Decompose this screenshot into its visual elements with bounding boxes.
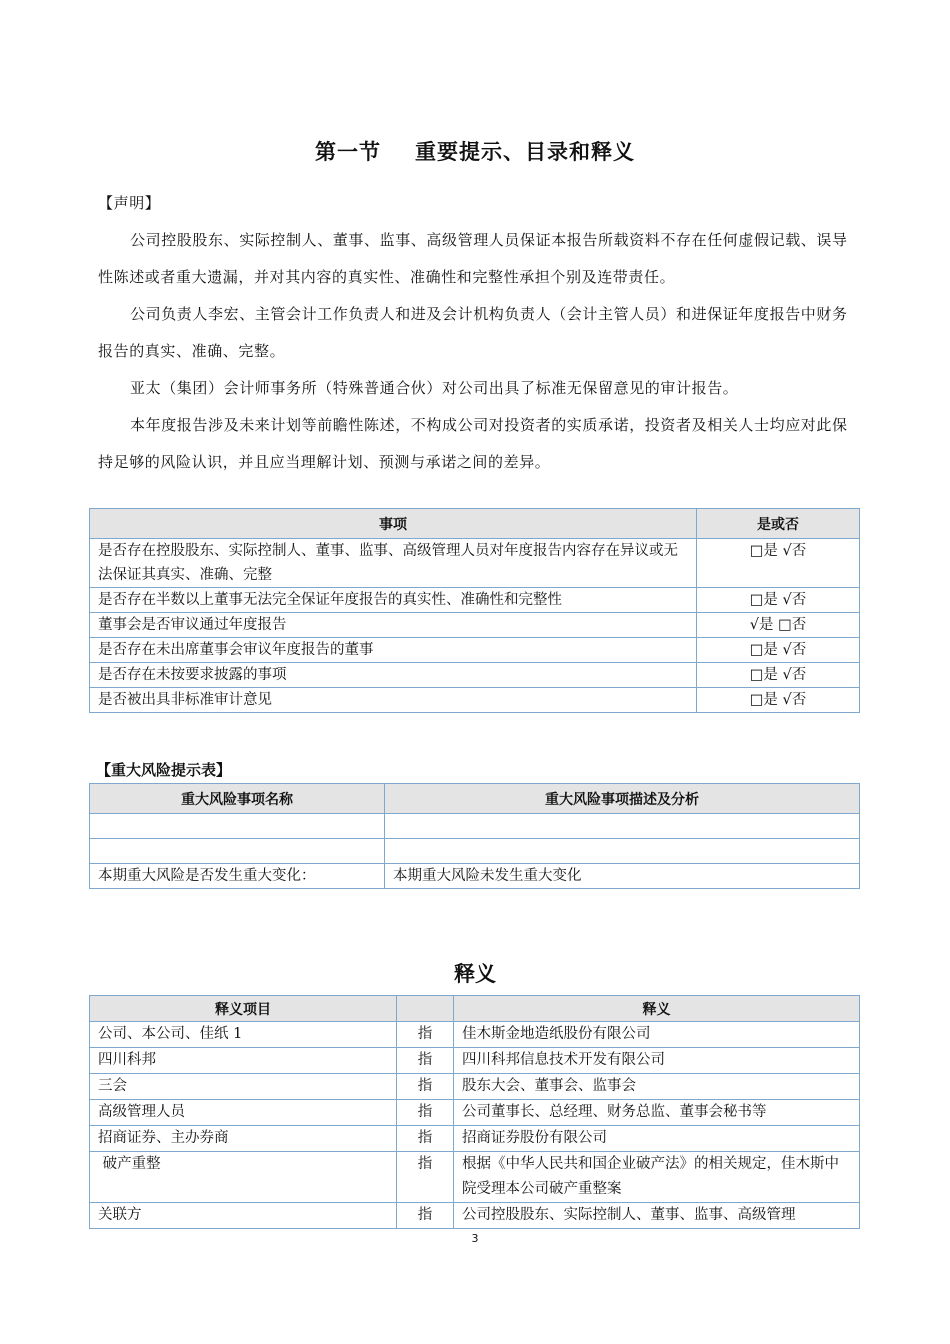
table-row xyxy=(90,613,860,638)
empty-cell xyxy=(90,814,385,839)
row-answer: □是 √否 xyxy=(697,663,860,688)
paragraph-3 xyxy=(98,370,854,407)
risk-table xyxy=(89,783,860,889)
row-answer: □是 √否 xyxy=(697,539,860,588)
table-row xyxy=(90,1126,860,1152)
table-row xyxy=(90,839,860,864)
definitions-title: 释义 xyxy=(454,962,496,986)
column-header-risk-description: 重大风险事项描述及分析 xyxy=(385,784,860,814)
section-number: 第一节 xyxy=(315,140,381,164)
table-row xyxy=(90,1074,860,1100)
term-cell: 三会 xyxy=(90,1074,397,1100)
table-row xyxy=(90,1022,860,1048)
row-item: 是否存在未出席董事会审议年度报告的董事 xyxy=(90,638,697,663)
term-cell: 高级管理人员 xyxy=(90,1100,397,1126)
term-cell: 破产重整 xyxy=(90,1152,397,1203)
meaning-cell: 四川科邦信息技术开发有限公司 xyxy=(454,1048,860,1074)
paragraph-text: 公司负责人李宏、主管会计工作负责人和进及会计机构负责人（会计主管人员）和进保证年度报告中财务报告的真实、准确、完整。 xyxy=(98,305,848,360)
meaning-cell: 公司控股股东、实际控制人、董事、监事、高级管理 xyxy=(454,1203,860,1229)
column-header-term: 释义项目 xyxy=(90,996,397,1022)
table-row xyxy=(90,688,860,713)
paragraph-text: 亚太（集团）会计师事务所（特殊普通合伙）对公司出具了标准无保留意见的审计报告。 xyxy=(130,379,739,397)
confirmation-table xyxy=(89,508,860,713)
risk-table-title: 【重大风险提示表】 xyxy=(96,761,232,779)
term-cell: 四川科邦 xyxy=(90,1048,397,1074)
risk-change-value: 本期重大风险未发生重大变化 xyxy=(385,864,860,889)
row-item: 董事会是否审议通过年度报告 xyxy=(90,613,697,638)
ref-cell: 指 xyxy=(397,1022,454,1048)
row-item: 是否存在控股股东、实际控制人、董事、监事、高级管理人员对年度报告内容存在异议或无法保证其真实、准确、完整 xyxy=(90,539,697,588)
paragraph-text: 本年度报告涉及未来计划等前瞻性陈述，不构成公司对投资者的实质承诺，投资者及相关人士均应对此保持足够的风险认识，并且应当理解计划、预测与承诺之间的差异。 xyxy=(98,416,848,471)
table-row xyxy=(90,1152,860,1203)
table-row xyxy=(90,539,860,588)
paragraph-4 xyxy=(98,407,854,481)
ref-cell: 指 xyxy=(397,1048,454,1074)
row-answer: □是 √否 xyxy=(697,588,860,613)
column-header-meaning: 释义 xyxy=(454,996,860,1022)
ref-cell: 指 xyxy=(397,1074,454,1100)
table-row xyxy=(90,814,860,839)
term-cell: 公司、本公司、佳纸 1 xyxy=(90,1022,397,1048)
paragraph-1 xyxy=(98,222,854,296)
table-row xyxy=(90,588,860,613)
meaning-cell: 招商证券股份有限公司 xyxy=(454,1126,860,1152)
row-answer: □是 √否 xyxy=(697,688,860,713)
column-header-risk-name: 重大风险事项名称 xyxy=(90,784,385,814)
empty-cell xyxy=(385,839,860,864)
meaning-cell: 佳木斯金地造纸股份有限公司 xyxy=(454,1022,860,1048)
page-number: 3 xyxy=(471,1232,479,1245)
statement-label: 【声明】 xyxy=(98,194,161,212)
ref-cell: 指 xyxy=(397,1100,454,1126)
section-heading: 重要提示、目录和释义 xyxy=(415,140,635,164)
row-item: 是否存在半数以上董事无法完全保证年度报告的真实性、准确性和完整性 xyxy=(90,588,697,613)
column-header-item: 事项 xyxy=(90,509,697,539)
section-title xyxy=(0,136,950,166)
row-item: 是否被出具非标准审计意见 xyxy=(90,688,697,713)
paragraph-text: 公司控股股东、实际控制人、董事、监事、高级管理人员保证本报告所载资料不存在任何虚假记载、误导性陈述或者重大遗漏，并对其内容的真实性、准确性和完整性承担个别及连带责任。 xyxy=(98,231,848,286)
term-cell: 招商证券、主办券商 xyxy=(90,1126,397,1152)
risk-change-label: 本期重大风险是否发生重大变化： xyxy=(90,864,385,889)
definitions-table xyxy=(89,995,860,1229)
row-item: 是否存在未按要求披露的事项 xyxy=(90,663,697,688)
empty-cell xyxy=(90,839,385,864)
table-row xyxy=(90,864,860,889)
table-row xyxy=(90,1048,860,1074)
paragraph-2 xyxy=(98,296,854,370)
table-row xyxy=(90,1203,860,1229)
column-header-answer: 是或否 xyxy=(697,509,860,539)
row-answer: √是 □否 xyxy=(697,613,860,638)
meaning-cell: 根据《中华人民共和国企业破产法》的相关规定，佳木斯中院受理本公司破产重整案 xyxy=(454,1152,860,1203)
ref-cell: 指 xyxy=(397,1126,454,1152)
empty-cell xyxy=(385,814,860,839)
ref-cell: 指 xyxy=(397,1152,454,1203)
meaning-cell: 股东大会、董事会、监事会 xyxy=(454,1074,860,1100)
table-row xyxy=(90,663,860,688)
term-cell: 关联方 xyxy=(90,1203,397,1229)
table-row xyxy=(90,638,860,663)
ref-cell: 指 xyxy=(397,1203,454,1229)
meaning-cell: 公司董事长、总经理、财务总监、董事会秘书等 xyxy=(454,1100,860,1126)
table-row xyxy=(90,1100,860,1126)
row-answer: □是 √否 xyxy=(697,638,860,663)
column-header-ref xyxy=(397,996,454,1022)
